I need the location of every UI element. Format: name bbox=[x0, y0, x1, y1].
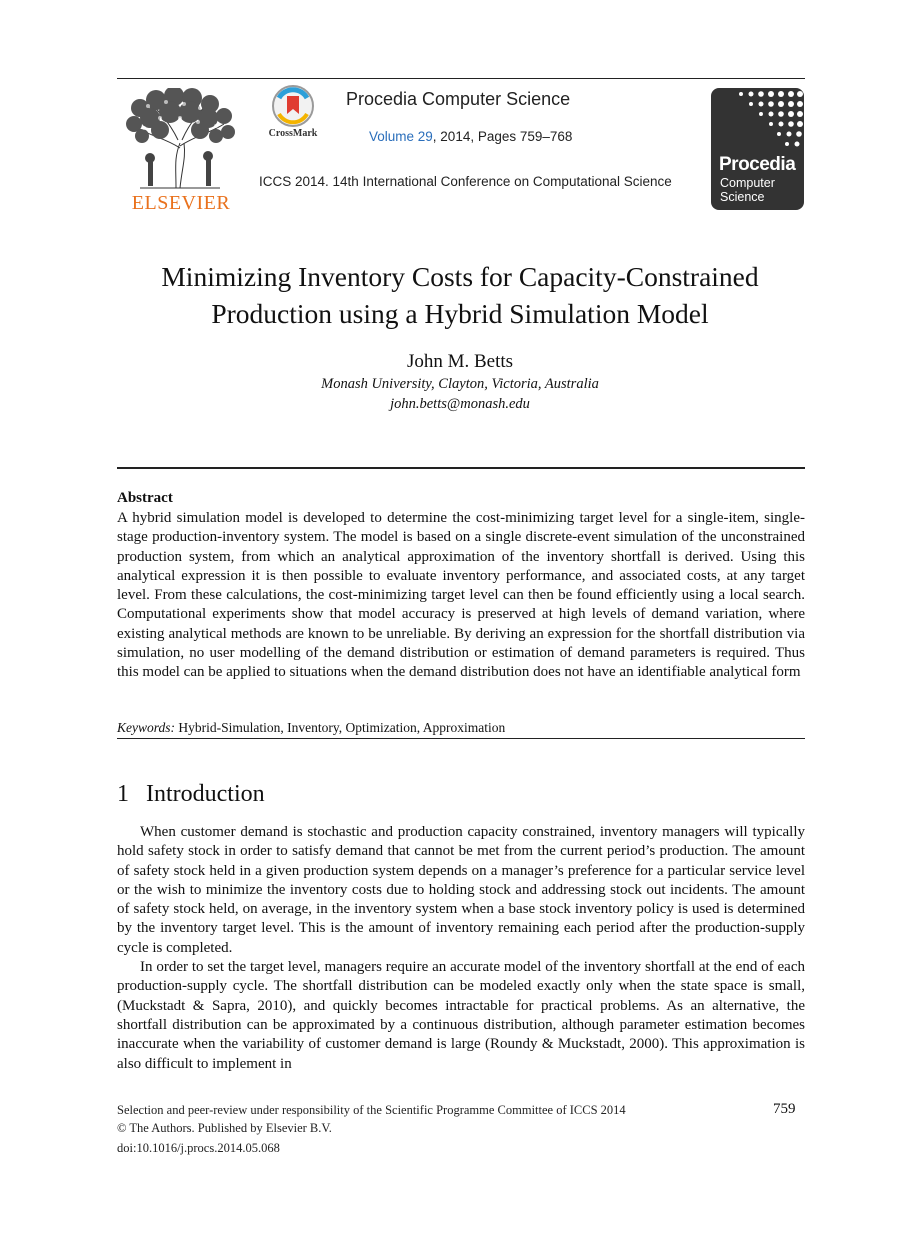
crossmark-badge[interactable] bbox=[264, 84, 322, 146]
keywords bbox=[117, 720, 505, 736]
keywords-label: Keywords: bbox=[117, 720, 175, 735]
footer-doi[interactable]: doi:10.1016/j.procs.2014.05.068 bbox=[117, 1141, 280, 1155]
author-name: John M. Betts bbox=[406, 351, 514, 372]
header-rule bbox=[117, 78, 805, 79]
elsevier-wordmark: ELSEVIER bbox=[131, 192, 231, 214]
author-affiliation: Monash University, Clayton, Victoria, Australia bbox=[321, 376, 599, 392]
paper-title bbox=[100, 258, 820, 332]
procedia-logo[interactable] bbox=[711, 88, 804, 210]
paper-title-line1: Minimizing Inventory Costs for Capacity-Constrained bbox=[161, 261, 759, 292]
abstract-text: A hybrid simulation model is developed to determine the cost-minimizing target level for a single-item, single-stage production-inventory system. The model is based on a single discrete-event simulation of the unconstrained production system, from which an analytical approximation of the inventory shortfall is derived. Using this analytical expression it is then possible to evaluate inventory performance, and associated costs, at any target level. From these calculations, the cost-minimizing target level can then be found efficiently using a local search. Computational experiments show that model accuracy is preserved at high levels of demand variation, where existing analytical methods are known to be unreliable. By deriving an expression for the shortfall distribution via simulation, no user modelling of the demand distribution or estimation of demand parameters is required. Thus this model can be applied to situations when the demand distribution does not have an identifiable analytical form bbox=[117, 510, 805, 681]
abstract-top-rule bbox=[117, 467, 805, 469]
paragraph: In order to set the target level, managers require an accurate model of the inventory shortfall at the end of each production-supply cycle. The shortfall distribution can be modeled exactly only when the state space is small, (Muckstadt & Sapra, 2010), and quickly becomes intractable for practical problems. As an alternative, the shortfall distribution can be approximated by a continuous distribution, although parameter estimation becomes inaccurate when the variability of customer demand is large (Roundy & Muckstadt, 2000). This approximation is also difficult to implement in bbox=[117, 959, 805, 1072]
procedia-logo-line2: Science bbox=[720, 190, 765, 204]
paper-title-line2: Production using a Hybrid Simulation Model bbox=[211, 298, 709, 329]
procedia-logo-title: Procedia bbox=[719, 154, 796, 175]
elsevier-logo[interactable] bbox=[120, 88, 242, 214]
journal-title[interactable]: Procedia Computer Science bbox=[346, 89, 571, 109]
introduction-body bbox=[117, 823, 805, 1074]
crossmark-label: CrossMark bbox=[268, 128, 318, 139]
author-email[interactable]: john.betts@monash.edu bbox=[390, 396, 530, 412]
volume-link[interactable]: Volume 29 bbox=[369, 129, 433, 144]
conference-name: ICCS 2014. 14th International Conference on Computational Science bbox=[259, 174, 672, 189]
abstract-heading: Abstract bbox=[117, 490, 173, 506]
crossmark-icon bbox=[271, 84, 315, 128]
volume-line bbox=[369, 129, 572, 144]
section-title: Introduction bbox=[146, 781, 265, 807]
volume-pages: , 2014, Pages 759–768 bbox=[432, 129, 573, 144]
keywords-list: Hybrid-Simulation, Inventory, Optimization, Approximation bbox=[175, 720, 506, 735]
procedia-logo-line1: Computer bbox=[720, 176, 775, 190]
paragraph: When customer demand is stochastic and production capacity constrained, inventory managers will typically hold safety stock in order to satisfy demand that cannot be met from the current period’s production. The amount of safety stock held in a given production system depends on a manager’s preference for a particular service level or the wish to minimize the inventory costs due to holding stock and addressing stock out incidents. The amount of safety stock held, on average, in the inventory system when a base stock inventory policy is used is determined by the inventory target level. This is the amount of inventory remaining each period after the production-supply cycle is completed. bbox=[117, 824, 805, 956]
section-number: 1 bbox=[117, 781, 129, 807]
keywords-rule bbox=[117, 738, 805, 739]
footer-review-note: Selection and peer-review under responsibility of the Scientific Programme Committee of ICCS 2014 bbox=[117, 1103, 626, 1117]
page-number: 759 bbox=[773, 1101, 796, 1117]
elsevier-tree-icon bbox=[120, 88, 242, 192]
footer-copyright: © The Authors. Published by Elsevier B.V. bbox=[117, 1121, 332, 1135]
section-heading bbox=[117, 781, 265, 808]
